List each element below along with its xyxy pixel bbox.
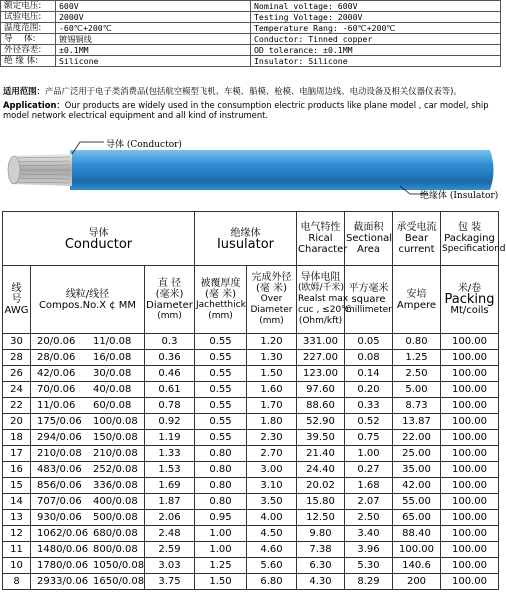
cell-packing: 100.00: [441, 446, 499, 462]
cell-diameter: 0.61: [145, 382, 195, 398]
cell-over-diameter: 3.10: [247, 478, 297, 494]
cell-jacket: 0.55: [195, 366, 247, 382]
cell-ampere: 13.87: [393, 414, 441, 430]
compos-006: 483/0.06: [37, 463, 82, 475]
compos-006: 930/0.06: [37, 511, 82, 523]
spec-table: [0, 0, 501, 67]
cell-resistance: 7.38: [297, 542, 345, 558]
header-jacket: 被覆厚度 (毫 米) Jachetthick (mm): [195, 266, 247, 334]
cell-awg: 13: [3, 510, 31, 526]
table-row: [3, 574, 499, 590]
cell-diameter: 0.36: [145, 350, 195, 366]
cell-resistance: 24.40: [297, 462, 345, 478]
cell-over-diameter: 6.80: [247, 574, 297, 590]
header-over-diameter: 完成外径 (毫 米) Over Diameter (mm): [247, 266, 297, 334]
compos-008: 252/0.08: [93, 463, 138, 475]
spec-row: [1, 45, 501, 56]
table-row: [3, 558, 499, 574]
compos-008: 40/0.08: [93, 383, 132, 395]
cell-compos: [31, 430, 145, 446]
spec-en: Insulator: Silicone: [251, 56, 501, 67]
cell-compos: [31, 414, 145, 430]
compos-006: 175/0.06: [37, 415, 82, 427]
header-diameter: 直 径 (毫米) Diameter (mm): [145, 266, 195, 334]
compos-006: 11/0.06: [37, 399, 76, 411]
table-header: [3, 212, 506, 334]
cell-resistance: 20.02: [297, 478, 345, 494]
compos-006: 28/0.06: [37, 351, 76, 363]
spec-en: Conductor: Tinned copper: [251, 34, 501, 45]
cell-awg: 28: [3, 350, 31, 366]
cell-diameter: 1.33: [145, 446, 195, 462]
compos-008: 500/0.08: [93, 511, 138, 523]
spec-value-cn: ±0.1MM: [56, 45, 251, 56]
cell-ampere: 88.40: [393, 526, 441, 542]
spec-label-cn: 额定电压:: [1, 1, 56, 12]
table-row: [3, 478, 499, 494]
cell-packing: 100.00: [441, 398, 499, 414]
cable-diagram: [0, 136, 500, 208]
header-packing: 米/卷 Packing Mt/coils: [441, 266, 499, 334]
table-row: [3, 366, 499, 382]
header-resistance: 导体电阻 (欧姆/千米) Realst max cuc , ≤20℃ (Ohm/kft): [297, 266, 345, 334]
cell-square: 2.50: [345, 510, 393, 526]
spec-row: [1, 34, 501, 45]
cell-square: 3.40: [345, 526, 393, 542]
cell-packing: 100.00: [441, 494, 499, 510]
spec-en: Testing Voltage: 2000V: [251, 12, 501, 23]
cell-resistance: 331.00: [297, 334, 345, 350]
cell-ampere: 22.00: [393, 430, 441, 446]
compos-008: 11/0.08: [93, 335, 132, 347]
cell-over-diameter: 2.30: [247, 430, 297, 446]
insulator-label: 绝缘体 (Insulator): [420, 191, 499, 201]
cell-diameter: 1.19: [145, 430, 195, 446]
spec-label-cn: 导 体:: [1, 34, 56, 45]
cell-resistance: 12.50: [297, 510, 345, 526]
conductor-end: [8, 156, 20, 184]
spec-en: OD tolerance: ±0.1MM: [251, 45, 501, 56]
cell-jacket: 0.95: [195, 510, 247, 526]
cell-jacket: 1.25: [195, 558, 247, 574]
cell-awg: 18: [3, 430, 31, 446]
cell-compos: [31, 510, 145, 526]
spec-label-cn: 绝 缘 体:: [1, 56, 56, 67]
spec-value-cn: 600V: [56, 1, 251, 12]
cell-awg: 16: [3, 462, 31, 478]
compos-006: 856/0.06: [37, 479, 82, 491]
cell-over-diameter: 3.00: [247, 462, 297, 478]
cell-awg: 12: [3, 526, 31, 542]
cell-diameter: 1.69: [145, 478, 195, 494]
cell-square: 0.33: [345, 398, 393, 414]
compos-006: 210/0.08: [37, 447, 82, 459]
cell-jacket: 0.55: [195, 350, 247, 366]
compos-006: 70/0.06: [37, 383, 76, 395]
table-row: [3, 510, 499, 526]
compos-008: 800/0.08: [93, 543, 138, 555]
cell-diameter: 3.75: [145, 574, 195, 590]
cell-packing: 100.00: [441, 414, 499, 430]
spec-label-cn: 试验电压:: [1, 12, 56, 23]
spec-en: Temperature Rang: -60℃+200℃: [251, 23, 501, 34]
cell-compos: [31, 542, 145, 558]
cell-jacket: 0.55: [195, 382, 247, 398]
header-packaging: 包 装 Packaging Specificationd: [441, 212, 499, 266]
cell-over-diameter: 1.50: [247, 366, 297, 382]
table-body: [3, 334, 499, 590]
header-compos: 线粒/线径 Compos.No.X ¢ MM: [31, 266, 145, 334]
cell-diameter: 0.78: [145, 398, 195, 414]
compos-006: 1062/0.06: [37, 527, 89, 539]
header-conductor: 导体 Conductor: [3, 212, 195, 266]
compos-008: 150/0.08: [93, 431, 138, 443]
header-awg: 线 号 AWG: [3, 266, 31, 334]
conductor-label: 导体 (Conductor): [106, 140, 182, 150]
header-bear: 承受电流 Bear current: [393, 212, 441, 266]
cell-square: 1.00: [345, 446, 393, 462]
compos-008: 100/0.08: [93, 415, 138, 427]
cell-compos: [31, 446, 145, 462]
compos-006: 42/0.06: [37, 367, 76, 379]
table-row: [3, 350, 499, 366]
cell-ampere: 2.50: [393, 366, 441, 382]
cell-packing: 100.00: [441, 334, 499, 350]
table-row: [3, 414, 499, 430]
cell-awg: 24: [3, 382, 31, 398]
cell-ampere: 42.00: [393, 478, 441, 494]
cell-resistance: 52.90: [297, 414, 345, 430]
cell-packing: 100.00: [441, 542, 499, 558]
cell-ampere: 35.00: [393, 462, 441, 478]
cell-jacket: 0.80: [195, 446, 247, 462]
header-insulator: 绝缘体 Iusulator: [195, 212, 297, 266]
cell-packing: 100.00: [441, 478, 499, 494]
compos-006: 1780/0.06: [37, 559, 89, 571]
cell-square: 8.29: [345, 574, 393, 590]
cell-compos: [31, 478, 145, 494]
cell-square: 0.05: [345, 334, 393, 350]
cell-awg: 20: [3, 414, 31, 430]
cell-square: 0.75: [345, 430, 393, 446]
cell-compos: [31, 382, 145, 398]
table-row: [3, 430, 499, 446]
cell-jacket: 0.80: [195, 478, 247, 494]
cell-jacket: 0.55: [195, 334, 247, 350]
cell-diameter: 0.46: [145, 366, 195, 382]
cell-ampere: 0.80: [393, 334, 441, 350]
cell-over-diameter: 1.70: [247, 398, 297, 414]
cell-diameter: 3.03: [145, 558, 195, 574]
cell-packing: 100.00: [441, 430, 499, 446]
spec-row: [1, 1, 501, 12]
compos-008: 210/0.08: [93, 447, 138, 459]
header-square: 平方毫米 square millimeter: [345, 266, 393, 334]
table-row: [3, 382, 499, 398]
header-rical: 电气特性 Rical Character: [297, 212, 345, 266]
cell-over-diameter: 5.60: [247, 558, 297, 574]
cell-resistance: 6.30: [297, 558, 345, 574]
spec-value-cn: -60℃+200℃: [56, 23, 251, 34]
cell-diameter: 2.06: [145, 510, 195, 526]
spec-en: Nominal voltage: 600V: [251, 1, 501, 12]
cell-ampere: 140.6: [393, 558, 441, 574]
cell-diameter: 1.87: [145, 494, 195, 510]
cell-jacket: 0.80: [195, 494, 247, 510]
cell-compos: [31, 494, 145, 510]
cell-compos: [31, 574, 145, 590]
application-en-label: Application：: [3, 100, 65, 110]
cell-resistance: 97.60: [297, 382, 345, 398]
cell-jacket: 0.80: [195, 462, 247, 478]
cell-compos: [31, 334, 145, 350]
compos-008: 400/0.08: [93, 495, 138, 507]
cell-square: 0.14: [345, 366, 393, 382]
cell-compos: [31, 462, 145, 478]
compos-008: 16/0.08: [93, 351, 132, 363]
cell-square: 5.30: [345, 558, 393, 574]
compos-006: 294/0.06: [37, 431, 82, 443]
cell-jacket: 0.55: [195, 430, 247, 446]
cell-square: 0.20: [345, 382, 393, 398]
compos-006: 1480/0.06: [37, 543, 89, 555]
cell-square: 0.27: [345, 462, 393, 478]
cell-jacket: 1.00: [195, 526, 247, 542]
cell-over-diameter: 4.60: [247, 542, 297, 558]
spec-table-body: [1, 1, 501, 67]
cell-packing: 100.00: [441, 510, 499, 526]
table-row: [3, 494, 499, 510]
spec-row: [1, 56, 501, 67]
cell-over-diameter: 2.70: [247, 446, 297, 462]
cell-diameter: 2.59: [145, 542, 195, 558]
cell-awg: 10: [3, 558, 31, 574]
cell-awg: 17: [3, 446, 31, 462]
spec-row: [1, 23, 501, 34]
table-row: [3, 446, 499, 462]
cell-awg: 30: [3, 334, 31, 350]
compos-008: 336/0.08: [93, 479, 138, 491]
compos-006: 20/0.06: [37, 335, 76, 347]
cell-packing: 100.00: [441, 366, 499, 382]
cell-packing: 100.00: [441, 574, 499, 590]
spec-value-cn: 2000V: [56, 12, 251, 23]
cell-awg: 26: [3, 366, 31, 382]
cell-resistance: 4.30: [297, 574, 345, 590]
cell-jacket: 1.50: [195, 574, 247, 590]
cell-awg: 14: [3, 494, 31, 510]
cell-over-diameter: 1.60: [247, 382, 297, 398]
cell-awg: 22: [3, 398, 31, 414]
spec-label-cn: 温度范围:: [1, 23, 56, 34]
cell-diameter: 0.3: [145, 334, 195, 350]
cell-square: 2.07: [345, 494, 393, 510]
cell-diameter: 2.48: [145, 526, 195, 542]
application-cn-label: 适用范围：: [3, 86, 45, 96]
cell-over-diameter: 1.80: [247, 414, 297, 430]
cell-awg: 15: [3, 478, 31, 494]
compos-006: 707/0.06: [37, 495, 82, 507]
cell-resistance: 227.00: [297, 350, 345, 366]
compos-008: 1650/0.08: [93, 575, 145, 587]
spec-value-cn: 镀锡铜线: [56, 34, 251, 45]
header-section: 截面积 Sectional Area: [345, 212, 393, 266]
cell-awg: 8: [3, 574, 31, 590]
cell-square: 1.68: [345, 478, 393, 494]
cell-jacket: 0.55: [195, 398, 247, 414]
cell-resistance: 21.40: [297, 446, 345, 462]
application-cn: [3, 86, 497, 96]
cell-over-diameter: 1.30: [247, 350, 297, 366]
table-row: [3, 398, 499, 414]
cell-packing: 100.00: [441, 462, 499, 478]
cell-compos: [31, 398, 145, 414]
compos-008: 30/0.08: [93, 367, 132, 379]
spec-row: [1, 12, 501, 23]
cell-packing: 100.00: [441, 350, 499, 366]
cell-resistance: 123.00: [297, 366, 345, 382]
cell-over-diameter: 1.20: [247, 334, 297, 350]
table-row: [3, 526, 499, 542]
insulator-body: [70, 150, 494, 190]
table-row: [3, 462, 499, 478]
cell-resistance: 9.80: [297, 526, 345, 542]
cell-ampere: 8.73: [393, 398, 441, 414]
cell-jacket: 0.55: [195, 414, 247, 430]
cell-compos: [31, 350, 145, 366]
cell-ampere: 65.00: [393, 510, 441, 526]
compos-008: 60/0.08: [93, 399, 132, 411]
wire-spec-table: [2, 211, 506, 590]
application-en: [3, 100, 497, 120]
cell-diameter: 0.92: [145, 414, 195, 430]
cell-resistance: 15.80: [297, 494, 345, 510]
spec-label-cn: 外径容差:: [1, 45, 56, 56]
cell-packing: 100.00: [441, 382, 499, 398]
cell-over-diameter: 3.50: [247, 494, 297, 510]
cell-ampere: 1.25: [393, 350, 441, 366]
compos-008: 680/0.08: [93, 527, 138, 539]
table-row: [3, 334, 499, 350]
cell-compos: [31, 526, 145, 542]
cell-resistance: 39.50: [297, 430, 345, 446]
header-ampere: 安培 Ampere: [393, 266, 441, 334]
cell-resistance: 88.60: [297, 398, 345, 414]
cell-awg: 11: [3, 542, 31, 558]
cell-over-diameter: 4.00: [247, 510, 297, 526]
cell-over-diameter: 4.50: [247, 526, 297, 542]
cell-packing: 100.00: [441, 558, 499, 574]
application-cn-text: 产品广泛用于电子类消费品(包括航空模型飞机、车模、船模、枪模、电脑周边线、电动设备及相关仪器仪表等)。: [44, 86, 462, 96]
cell-ampere: 100.00: [393, 542, 441, 558]
cell-ampere: 5.00: [393, 382, 441, 398]
cell-diameter: 1.53: [145, 462, 195, 478]
cell-packing: 100.00: [441, 526, 499, 542]
cell-square: 0.08: [345, 350, 393, 366]
cell-ampere: 55.00: [393, 494, 441, 510]
cell-square: 3.96: [345, 542, 393, 558]
cell-square: 0.52: [345, 414, 393, 430]
spec-value-cn: Silicone: [56, 56, 251, 67]
application-en-text: Our products are widely used in the consumption electric products like plane model , car model, ship model network electrical equipment and all kind of instrument.: [3, 100, 489, 120]
cell-compos: [31, 558, 145, 574]
compos-008: 1050/0.08: [93, 559, 145, 571]
cell-ampere: 200: [393, 574, 441, 590]
table-row: [3, 542, 499, 558]
cell-ampere: 25.00: [393, 446, 441, 462]
compos-006: 2933/0.06: [37, 575, 89, 587]
cell-jacket: 1.00: [195, 542, 247, 558]
cell-compos: [31, 366, 145, 382]
